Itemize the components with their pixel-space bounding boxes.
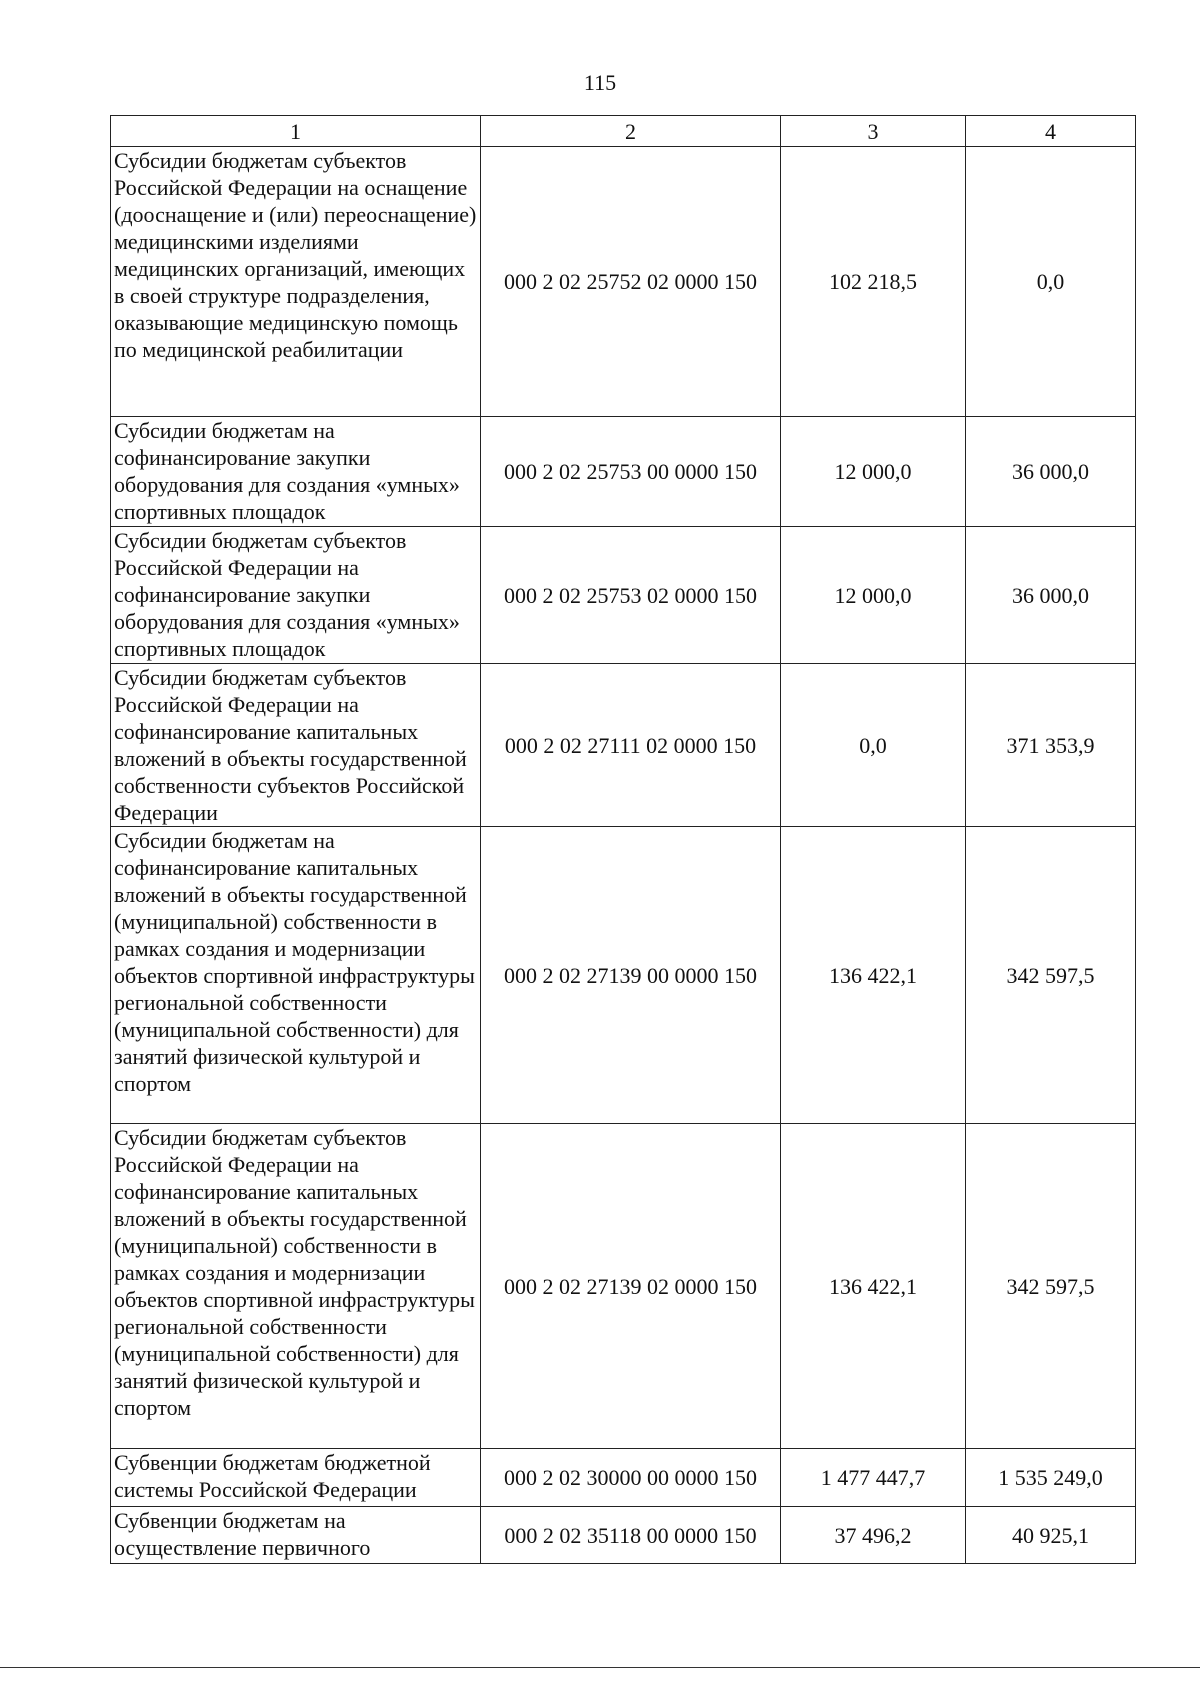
column-header-4: 4 xyxy=(966,116,1136,147)
row-value-col3: 1 477 447,7 xyxy=(781,1449,966,1507)
row-value-col3: 12 000,0 xyxy=(781,527,966,664)
row-name-cell: Субсидии бюджетам субъектов Российской Федерации на софинансирование закупки оборудования для создания «умных» спортивных площадок xyxy=(111,527,481,664)
row-value-col4: 1 535 249,0 xyxy=(966,1449,1136,1507)
row-name-cell: Субвенции бюджетам на осуществление первичного xyxy=(111,1507,481,1564)
table-row xyxy=(111,1449,1136,1507)
budget-revenue-table xyxy=(110,115,1136,1564)
row-value-col4: 0,0 xyxy=(966,147,1136,417)
row-code-cell: 000 2 02 35118 00 0000 150 xyxy=(481,1507,781,1564)
row-value-col3: 136 422,1 xyxy=(781,1124,966,1449)
page-bottom-rule xyxy=(0,1667,1200,1668)
row-value-col4: 36 000,0 xyxy=(966,527,1136,664)
row-value-col3: 37 496,2 xyxy=(781,1507,966,1564)
row-value-col4: 40 925,1 xyxy=(966,1507,1136,1564)
row-value-col3: 102 218,5 xyxy=(781,147,966,417)
row-value-col3: 12 000,0 xyxy=(781,417,966,527)
column-header-3: 3 xyxy=(781,116,966,147)
row-code-cell: 000 2 02 27139 02 0000 150 xyxy=(481,1124,781,1449)
row-value-col4: 342 597,5 xyxy=(966,1124,1136,1449)
row-value-col4: 342 597,5 xyxy=(966,827,1136,1124)
column-header-2: 2 xyxy=(481,116,781,147)
row-code-cell: 000 2 02 30000 00 0000 150 xyxy=(481,1449,781,1507)
row-code-cell: 000 2 02 25753 02 0000 150 xyxy=(481,527,781,664)
table-row xyxy=(111,1124,1136,1449)
row-code-cell: 000 2 02 25752 02 0000 150 xyxy=(481,147,781,417)
table-row xyxy=(111,1507,1136,1564)
row-value-col3: 0,0 xyxy=(781,664,966,827)
row-name-cell: Субсидии бюджетам субъектов Российской Федерации на софинансирование капитальных вложений в объекты государственной (муниципальной) собственности в рамках создания и модернизации объектов спортивной инфраструктуры региональной собственности (муниципальной собственности) для занятий физической культурой и спортом xyxy=(111,1124,481,1449)
row-name-cell: Субсидии бюджетам на софинансирование закупки оборудования для создания «умных» спортивных площадок xyxy=(111,417,481,527)
row-name-cell: Субсидии бюджетам на софинансирование капитальных вложений в объекты государственной (муниципальной) собственности в рамках создания и модернизации объектов спортивной инфраструктуры региональной собственности (муниципальной собственности) для занятий физической культурой и спортом xyxy=(111,827,481,1124)
table-row xyxy=(111,417,1136,527)
row-value-col4: 36 000,0 xyxy=(966,417,1136,527)
row-name-cell: Субсидии бюджетам субъектов Российской Федерации на софинансирование капитальных вложений в объекты государственной собственности субъектов Российской Федерации xyxy=(111,664,481,827)
row-code-cell: 000 2 02 27139 00 0000 150 xyxy=(481,827,781,1124)
table-row xyxy=(111,827,1136,1124)
row-code-cell: 000 2 02 25753 00 0000 150 xyxy=(481,417,781,527)
row-name-cell: Субвенции бюджетам бюджетной системы Российской Федерации xyxy=(111,1449,481,1507)
table-row xyxy=(111,527,1136,664)
row-value-col4: 371 353,9 xyxy=(966,664,1136,827)
table-row xyxy=(111,664,1136,827)
table-row xyxy=(111,147,1136,417)
row-value-col3: 136 422,1 xyxy=(781,827,966,1124)
column-header-1: 1 xyxy=(111,116,481,147)
row-code-cell: 000 2 02 27111 02 0000 150 xyxy=(481,664,781,827)
table-header-row xyxy=(111,116,1136,147)
page-number: 115 xyxy=(583,70,617,95)
row-name-cell: Субсидии бюджетам субъектов Российской Федерации на оснащение (дооснащение и (или) переоснащение) медицинскими изделиями медицинских организаций, имеющих в своей структуре подразделения, оказывающие медицинскую помощь по медицинской реабилитации xyxy=(111,147,481,417)
